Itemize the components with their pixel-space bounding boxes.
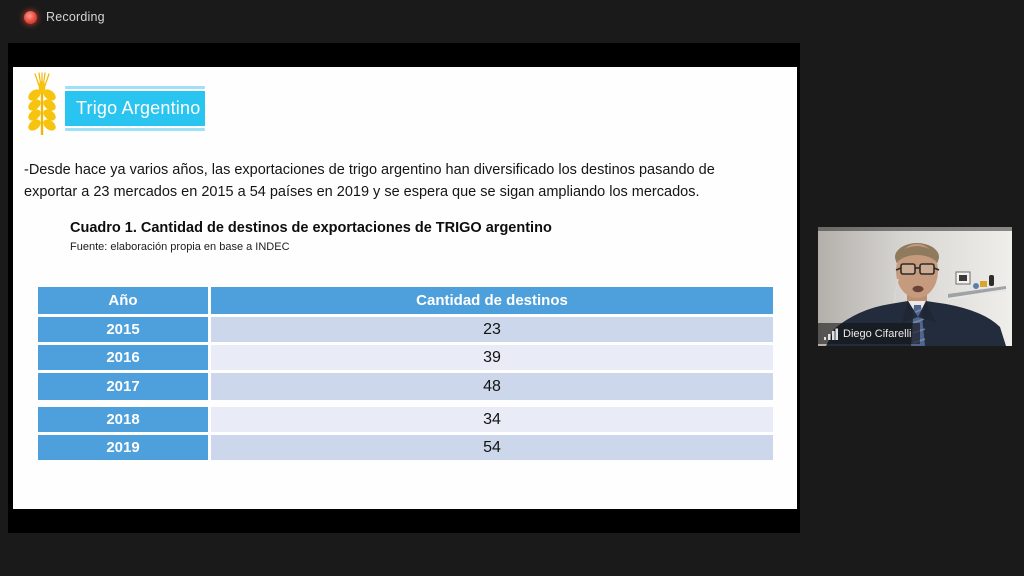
year-cell: 2015 [38,317,208,342]
paragraph-line: exportar a 23 mercados en 2015 a 54 países en 2019 y se espera que se sigan ampliando los mercados. [24,184,700,200]
participant-video-tile[interactable] [818,227,1012,346]
title-top-rule [65,86,205,89]
year-cell: 2018 [38,407,208,432]
participant-name: Diego Cifarelli [843,327,912,340]
table-row [38,373,773,400]
year-cell: 2016 [38,345,208,370]
presentation-slide [13,67,797,509]
destinations-cell: 23 [211,317,773,342]
destinations-cell: 48 [211,373,773,400]
recording-indicator [24,8,105,26]
paragraph-line: -Desde hace ya varios años, las exportaciones de trigo argentino han diversificado los destinos pasando de [24,162,715,178]
slide-title-block [65,86,205,131]
table-body [38,317,773,460]
title-bottom-rule [65,128,205,131]
year-cell: 2017 [38,373,208,400]
table-row [38,407,773,432]
destinations-cell: 39 [211,345,773,370]
recording-dot-icon [24,11,37,24]
table-row [38,345,773,370]
table-row [38,317,773,342]
table-caption: Cuadro 1. Cantidad de destinos de exportaciones de TRIGO argentino [70,220,552,236]
destinations-cell: 34 [211,407,773,432]
wheat-icon [22,72,62,136]
table-source: Fuente: elaboración propia en base a INDEC [70,241,290,253]
destinations-cell: 54 [211,435,773,460]
signal-bars-icon [824,328,838,340]
table-row [38,435,773,460]
recording-label: Recording [46,10,105,24]
column-header-ano: Año [38,287,208,314]
table-header-row [38,287,773,314]
screen-share-region [8,43,800,533]
slide-paragraph [24,159,715,203]
slide-title: Trigo Argentino [65,91,205,126]
destinations-table [38,287,773,463]
participant-name-label [818,323,920,344]
year-cell: 2019 [38,435,208,460]
column-header-cantidad: Cantidad de destinos [211,287,773,314]
